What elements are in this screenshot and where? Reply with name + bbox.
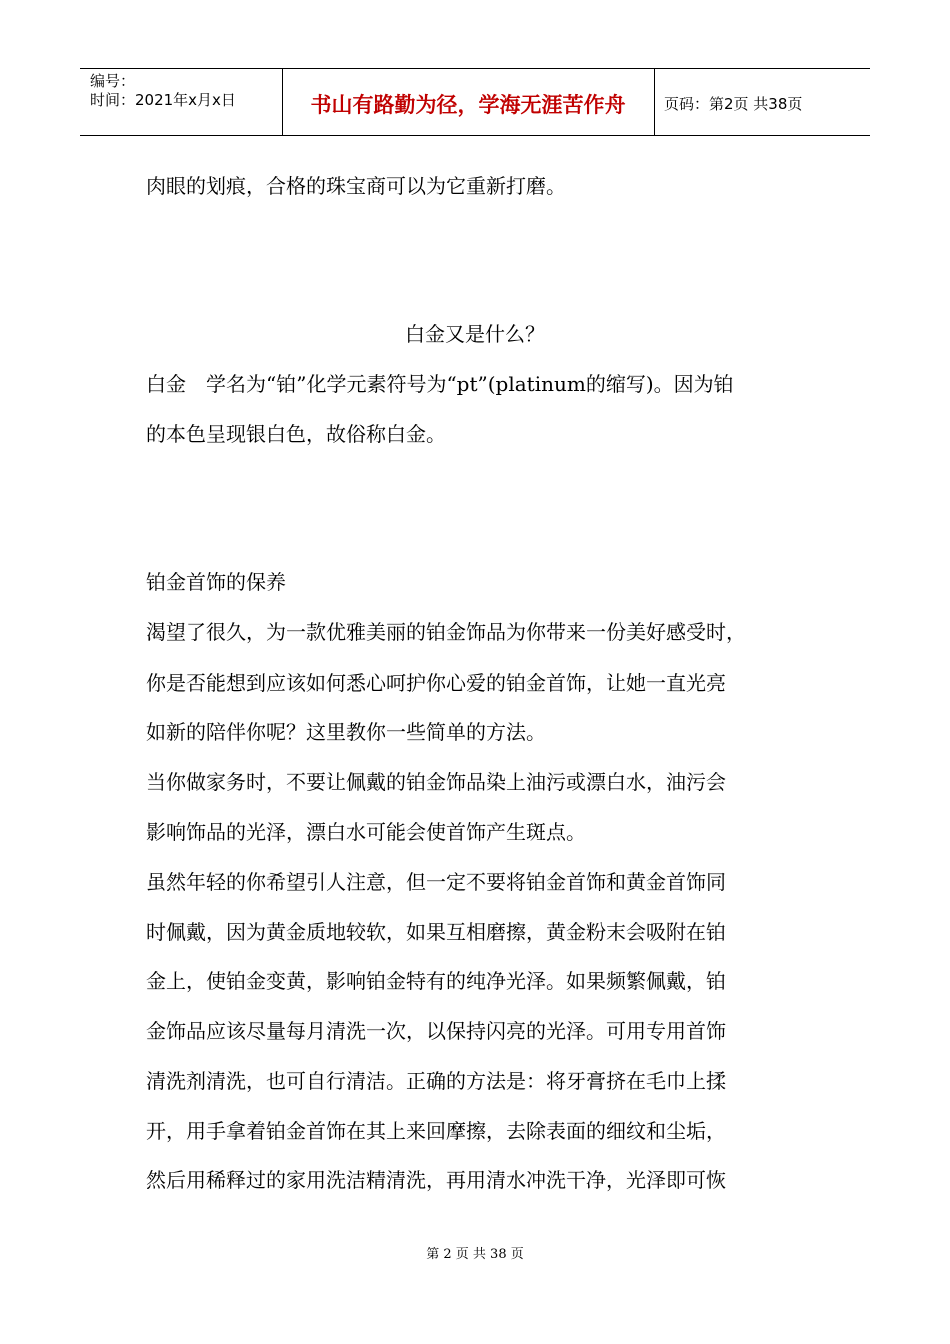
body-line: 开，用手拿着铂金首饰在其上来回摩擦，去除表面的细纹和尘垢，	[146, 1119, 726, 1143]
body-line: 渴望了很久，为一款优雅美丽的铂金饰品为你带来一份美好感受时，	[146, 620, 746, 644]
subsection-title: 铂金首饰的保养	[146, 570, 286, 594]
header-bottom-border	[80, 135, 870, 136]
header-top-border	[80, 68, 870, 69]
body-line: 时佩戴，因为黄金质地较软，如果互相磨擦，黄金粉末会吸附在铂	[146, 920, 726, 944]
body-line: 肉眼的划痕，合格的珠宝商可以为它重新打磨。	[146, 174, 566, 198]
header-page-info: 页码：第2页 共38页	[664, 95, 803, 113]
body-line: 白金 学名为“铂”化学元素符号为“pt”(platinum的缩写)。因为铂	[146, 372, 734, 396]
body-line: 你是否能想到应该如何悉心呵护你心爱的铂金首饰，让她一直光亮	[146, 671, 726, 695]
header-divider-right	[654, 68, 655, 136]
header-motto: 书山有路勤为径，学海无涯苦作舟	[310, 93, 626, 117]
section-title: 白金又是什么？	[405, 322, 545, 346]
body-line: 虽然年轻的你希望引人注意，但一定不要将铂金首饰和黄金首饰同	[146, 870, 726, 894]
header-date-label: 时间：2021年x月x日	[90, 91, 236, 109]
body-line: 清洗剂清洗，也可自行清洁。正确的方法是：将牙膏挤在毛巾上揉	[146, 1069, 726, 1093]
body-line: 如新的陪伴你呢？这里教你一些简单的方法。	[146, 720, 546, 744]
body-line: 的本色呈现银白色，故俗称白金。	[146, 422, 446, 446]
body-line: 影响饰品的光泽，漂白水可能会使首饰产生斑点。	[146, 820, 586, 844]
header-number-label: 编号：	[90, 72, 136, 90]
body-line: 然后用稀释过的家用洗洁精清洗，再用清水冲洗干净，光泽即可恢	[146, 1168, 726, 1192]
body-line: 金饰品应该尽量每月清洗一次，以保持闪亮的光泽。可用专用首饰	[146, 1019, 726, 1043]
body-line: 金上，使铂金变黄，影响铂金特有的纯净光泽。如果频繁佩戴，铂	[146, 969, 726, 993]
page-footer: 第 2 页 共 38 页	[426, 1247, 524, 1262]
body-line: 当你做家务时，不要让佩戴的铂金饰品染上油污或漂白水，油污会	[146, 770, 726, 794]
